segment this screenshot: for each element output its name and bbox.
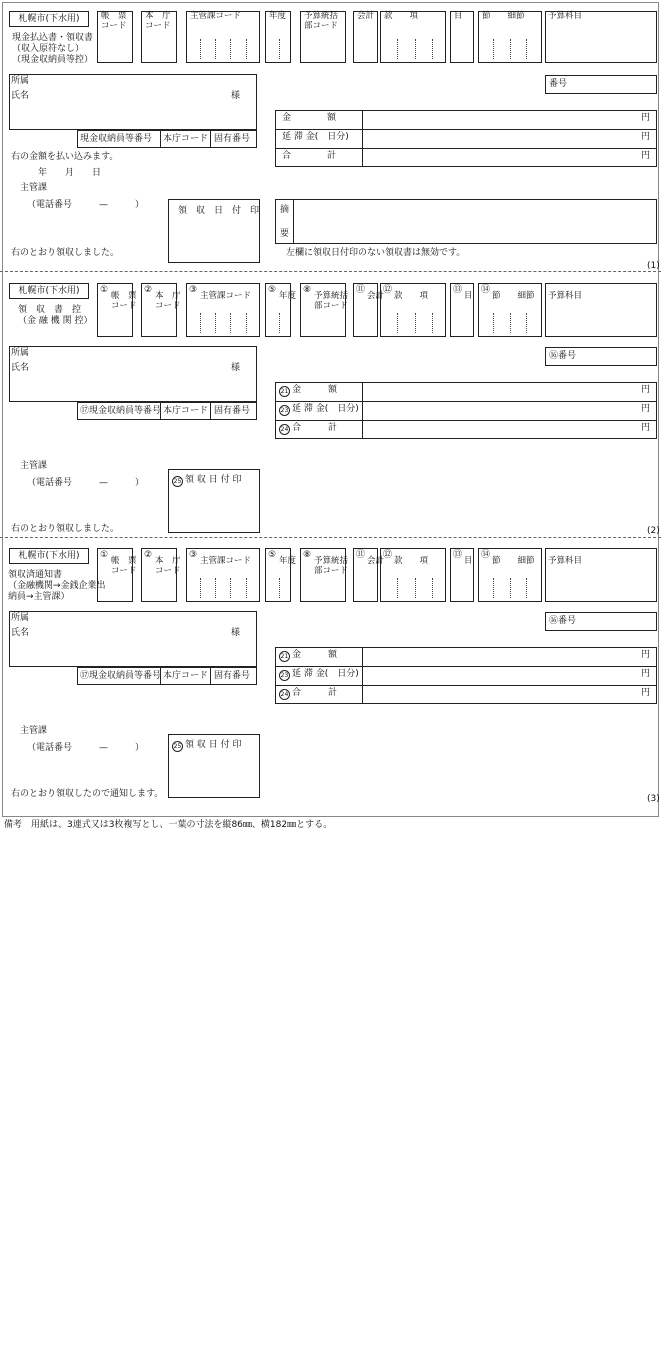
code-label: 予算統括 部コード [314,291,349,311]
dotted-guide [432,39,433,59]
dotted-guide [493,39,494,59]
dotted-guide [215,313,216,333]
name-label: 氏名 [11,363,30,373]
affiliation-label: 所属 [11,613,30,623]
form-title: 領収済通知書 [8,570,63,580]
dotted-guide [432,313,433,333]
amount-label: 金 額 [292,385,338,395]
remarks-label-2: 要 [280,229,290,239]
name-box [9,74,257,130]
amount-label: 延 滞 金( 日分) [282,132,349,142]
dotted-guide [493,313,494,333]
form-title: （金 融 機 関 控） [18,316,93,326]
code-number: ② [144,550,153,560]
code-label: 帳 票 コード [111,291,137,311]
name-label: 氏名 [11,91,30,101]
code-number: ⑤ [268,550,277,560]
code-label: 予算科目 [548,11,583,21]
dotted-guide [279,578,280,598]
code-label: 本 庁 コード [155,556,181,576]
code-number: ⑧ [303,550,312,560]
amount-label: 金 額 [292,650,338,660]
pay-text: 右の金額を払い込みます。 [11,152,119,162]
number-label: 番号 [549,79,568,89]
collector-code-label: ⑰現金収納員等番号 [80,671,162,681]
dotted-guide [415,39,416,59]
yen-unit: 円 [641,669,651,679]
dotted-guide [246,39,247,59]
copy-number: (3) [647,794,660,804]
dotted-guide [526,39,527,59]
amount-divider [362,110,363,167]
sama-label: 様 [231,628,241,638]
amount-number: 24 [280,426,289,433]
amount-number: 23 [280,672,289,679]
dotted-guide [200,578,201,598]
brand-box: 札幌市(下水用) [9,283,89,299]
received-text: 右のとおり領収したので通知します。 [11,789,164,799]
honcho-code-label: 本庁コード [163,134,209,144]
dotted-guide [432,578,433,598]
code-number: ③ [189,550,198,560]
code-label: 目 [464,556,473,566]
amount-label: 延 滞 金( 日分) [292,404,359,414]
form-title: （金融機関→金銭企業出 [8,581,106,591]
phone-line: （電話番号 — ） [27,743,145,753]
koyu-label: 固有番号 [214,671,251,681]
form-title: （収入原符なし） [12,44,85,54]
code-number: ① [100,285,109,295]
code-label: 節 細節 [482,11,525,21]
code-label: 帳 票 コード [111,556,137,576]
amount-label: 金 額 [282,113,337,123]
amount-label: 延 滞 金( 日分) [292,669,359,679]
dotted-guide [230,313,231,333]
code-number: ⑧ [303,285,312,295]
dotted-guide [493,578,494,598]
receipt-stamp-label: 領 収 日 付 印 [185,740,242,750]
koyu-label: 固有番号 [214,406,251,416]
dotted-guide [526,313,527,333]
remarks-divider [293,199,294,244]
code-label: 年度 [269,11,287,21]
code-number: ③ [189,285,198,295]
dotted-guide [510,578,511,598]
code-label: 会計 [367,556,385,566]
dotted-guide [215,578,216,598]
code-number: ① [100,550,109,560]
stamp-number: 25 [173,743,182,750]
phone-line: （電話番号 — ） [27,478,145,488]
name-box [9,346,257,402]
name-label: 氏名 [11,628,30,638]
amount-row-line [275,148,657,149]
affiliation-label: 所属 [11,348,30,358]
dotted-guide [510,39,511,59]
form-title: 領 収 書 控 [18,305,82,315]
code-label: 目 [454,11,463,21]
yen-unit: 円 [641,404,651,414]
code-number: ⑪ [356,285,366,295]
form-title: 現金払込書・領収書 [12,33,94,43]
code-number: ⑬ [453,550,463,560]
dotted-guide [510,313,511,333]
dotted-guide [200,39,201,59]
collector-code-label: 現金収納員等番号 [80,134,153,144]
sama-label: 様 [231,91,241,101]
dotted-guide [279,39,280,59]
code-label: 予算統括 部コード [314,556,349,576]
brand-box: 札幌市(下水用) [9,11,89,27]
dotted-guide [397,578,398,598]
dotted-guide [415,313,416,333]
number-label: ⑯番号 [549,351,577,361]
date-line: 年 月 日 [38,168,102,178]
code-number: ⑬ [453,285,463,295]
copy-number: (2) [647,526,660,536]
form-title: 納員→主管課） [8,592,70,602]
code-label: 主管課コード [190,11,242,21]
phone-line: （電話番号 — ） [27,200,145,210]
code-label: 予算科目 [548,291,583,301]
honcho-code-label: 本庁コード [163,671,209,681]
code-label: 年度 [279,291,297,301]
code-label: 目 [464,291,473,301]
koyu-label: 固有番号 [214,134,251,144]
copy-number: (1) [647,261,660,271]
dotted-guide [397,39,398,59]
remarks-box [275,199,657,244]
invalid-note: 左欄に領収日付印のない領収書は無効です。 [286,248,466,258]
dotted-guide [246,578,247,598]
code-label: 会計 [367,291,385,301]
code-number: ⑫ [383,550,393,560]
code-number: ⑭ [481,285,491,295]
affiliation-label: 所属 [11,76,30,86]
received-text: 右のとおり領収しました。 [11,524,120,534]
brand-box: 札幌市(下水用) [9,548,89,564]
dotted-guide [230,578,231,598]
amount-number: 21 [280,653,289,660]
amount-divider [362,382,363,439]
dotted-guide [279,313,280,333]
number-label: ⑯番号 [549,616,577,626]
department-label: 主管課 [20,183,48,193]
dotted-guide [415,578,416,598]
amount-label: 合 計 [292,688,338,698]
yen-unit: 円 [641,423,651,433]
dotted-guide [526,578,527,598]
receipt-stamp-label: 領 収 日 付 印 [178,206,260,216]
dotted-guide [397,313,398,333]
code-label: 本 庁 コード [145,11,171,31]
code-label: 主管課コード [200,291,252,301]
dotted-guide [246,313,247,333]
amount-number: 23 [280,407,289,414]
code-label: 款 項 [384,11,419,21]
received-text: 右のとおり領収しました。 [11,248,120,258]
code-label: 款 項 [394,556,429,566]
form-section-3 [0,537,661,1371]
name-box [9,611,257,667]
code-number: ② [144,285,153,295]
code-number: ⑪ [356,550,366,560]
amount-row-line [275,685,657,686]
amount-label: 合 計 [292,423,338,433]
amount-row-line [275,666,657,667]
yen-unit: 円 [641,113,651,123]
amount-number: 21 [280,388,289,395]
amount-number: 24 [280,691,289,698]
form-title: （現金収納員等控） [12,55,94,65]
dotted-guide [215,39,216,59]
code-number: ⑭ [481,550,491,560]
code-number: ⑤ [268,285,277,295]
amount-row-line [275,420,657,421]
amount-row-line [275,401,657,402]
dotted-guide [230,39,231,59]
collector-code-label: ⑰現金収納員等番号 [80,406,162,416]
stamp-number: 25 [173,478,182,485]
dotted-guide [200,313,201,333]
yen-unit: 円 [641,151,651,161]
code-label: 節 細節 [492,291,535,301]
code-label: 主管課コード [200,556,252,566]
amount-label: 合 計 [282,151,337,161]
yen-unit: 円 [641,688,651,698]
code-label: 会計 [357,11,375,21]
remarks-label-1: 摘 [280,205,290,215]
code-label: 節 細節 [492,556,535,566]
department-label: 主管課 [20,726,48,736]
honcho-code-label: 本庁コード [163,406,209,416]
amount-row-line [275,129,657,130]
code-label: 年度 [279,556,297,566]
department-label: 主管課 [20,461,48,471]
code-label: 予算統括 部コード [304,11,339,31]
code-label: 款 項 [394,291,429,301]
sama-label: 様 [231,363,241,373]
yen-unit: 円 [641,650,651,660]
receipt-stamp-label: 領 収 日 付 印 [185,475,242,485]
code-label: 帳 票 コード [101,11,127,31]
yen-unit: 円 [641,132,651,142]
code-number: ⑫ [383,285,393,295]
footer-note: 備考 用紙は、3連式又は3枚複写とし、一葉の寸法を縦86㎜、横182㎜とする。 [4,820,333,830]
code-label: 予算科目 [548,556,583,566]
yen-unit: 円 [641,385,651,395]
amount-divider [362,647,363,704]
code-label: 本 庁 コード [155,291,181,311]
